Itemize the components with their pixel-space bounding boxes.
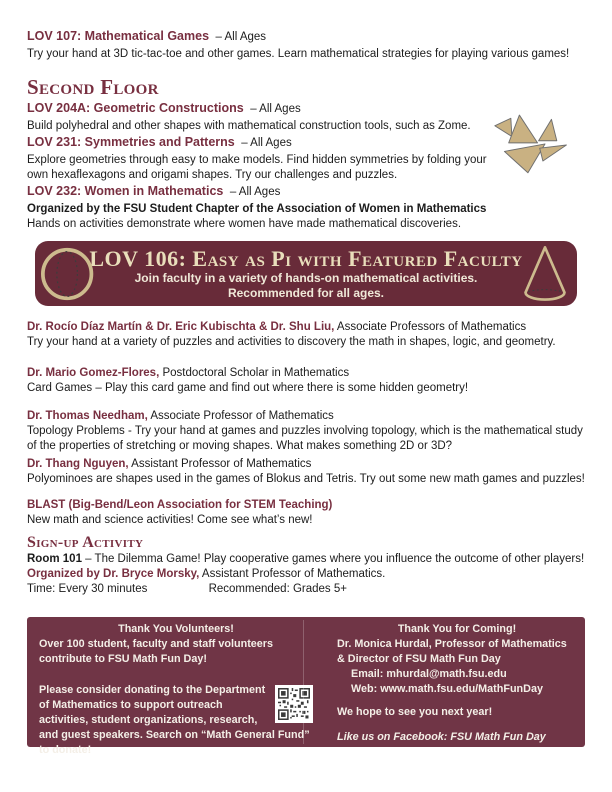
faculty-description: Try your hand at a variety of puzzles and activities to discovery the math in shapes, logic, and geometry. — [27, 336, 556, 348]
faculty-role: Associate Professors of Mathematics — [334, 321, 527, 333]
signup-time-line — [27, 582, 585, 597]
footer-donate-copy: Please consider donating to the Department of Mathematics to support outreach activities, student organizations, research, and guest speakers. Search on “Math General Fund” to donate! — [39, 684, 310, 756]
footer-column-divider — [303, 620, 304, 744]
faculty-role: Postdoctoral Scholar in Mathematics — [159, 367, 350, 379]
footer-director-role: & Director of FSU Math Fun Day — [337, 653, 501, 665]
footer-coming-column — [317, 617, 585, 747]
faculty-name: Dr. Mario Gomez-Flores, — [27, 367, 160, 379]
faculty-role: Associate Professor of Mathematics — [147, 410, 334, 422]
event-audience: – All Ages — [241, 137, 292, 149]
signup-heading: Sign-up Activity — [27, 534, 144, 551]
event-description: Explore geometries through easy to make models. Find hidden symmetries by folding your own hexaflexagons and origami shapes. Try our challenges and puzzles. — [27, 154, 487, 181]
banner-subtitle-2: Recommended for all ages. — [227, 286, 385, 300]
event-title-lov-232 — [27, 183, 585, 200]
event-title-text: LOV 232: Women in Mathematics — [27, 184, 224, 198]
signup-recommended: Recommended: Grades 5+ — [208, 583, 347, 595]
event-title-text: LOV 204A: Geometric Constructions — [27, 101, 244, 115]
second-floor-heading: Second Floor — [27, 75, 159, 99]
qr-code — [275, 685, 313, 723]
event-audience: – All Ages — [250, 103, 301, 115]
section-lov-107 — [27, 28, 585, 62]
footer-coming-title: Thank You for Coming! — [397, 623, 517, 635]
footer-web: Web: www.math.fsu.edu/MathFunDay — [351, 683, 543, 695]
faculty-block — [27, 409, 585, 454]
event-title-text: LOV 231: Symmetries and Patterns — [27, 135, 235, 149]
faculty-nameline — [27, 320, 585, 335]
cone-icon — [522, 244, 568, 307]
event-description: Build polyhedral and other shapes with mathematical construction tools, such as Zome. — [27, 120, 471, 132]
faculty-block-blast — [27, 498, 585, 528]
footer-director-name: Dr. Monica Hurdal, Professor of Mathematics — [337, 638, 567, 650]
event-description: Hands on activities demonstrate where women have made mathematical discoveries. — [27, 218, 462, 230]
faculty-block — [27, 366, 585, 396]
faculty-nameline — [27, 457, 585, 472]
banner-subtitle-1: Join faculty in a variety of hands-on mathematical activities. — [134, 271, 478, 285]
signup-room-text: – The Dilemma Game! Play cooperative games where you influence the outcome of other players! — [81, 553, 585, 565]
footer-facebook: Like us on Facebook: FSU Math Fun Day — [337, 731, 546, 743]
event-organizer: Organized by the FSU Student Chapter of the Association of Women in Mathematics — [27, 203, 487, 215]
footer-volunteers-title: Thank You Volunteers! — [118, 623, 234, 635]
signup-organizer-label: Organized by Dr. Bryce Morsky, — [27, 568, 200, 580]
featured-faculty-banner — [35, 241, 577, 306]
faculty-name: Dr. Thomas Needham, — [27, 410, 148, 422]
signup-time: Time: Every 30 minutes — [27, 583, 148, 595]
faculty-name: Dr. Rocío Díaz Martín & Dr. Eric Kubischta & Dr. Shu Liu, — [27, 321, 335, 333]
event-description: Try your hand at 3D tic-tac-toe and other games. Learn mathematical strategies for playing various games! — [27, 48, 570, 60]
faculty-nameline — [27, 498, 585, 513]
faculty-name: BLAST (Big-Bend/Leon Association for STEM Teaching) — [27, 499, 333, 511]
footer-email: Email: mhurdal@math.fsu.edu — [351, 668, 507, 680]
signup-organizer-text: Assistant Professor of Mathematics. — [199, 568, 386, 580]
event-title-text: LOV 107: Mathematical Games — [27, 29, 210, 43]
footer-see-you: We hope to see you next year! — [337, 706, 493, 718]
origami-crane-icon — [489, 114, 569, 176]
event-audience: – All Ages — [215, 31, 267, 43]
footer-volunteers-column — [27, 617, 317, 756]
event-title-lov-107 — [27, 28, 585, 45]
footer-volunteers-text: Over 100 student, faculty and staff volunteers contribute to FSU Math Fun Day! — [39, 638, 273, 665]
faculty-block — [27, 457, 585, 487]
section-lov-232 — [27, 183, 585, 232]
faculty-description: Topology Problems - Try your hand at games and puzzles involving topology, which is the mathematical study of the properties of stretching or moving shapes. What makes something 2D or 3D? — [27, 425, 583, 452]
faculty-role: Assistant Professor of Mathematics — [128, 458, 312, 470]
faculty-block — [27, 320, 585, 350]
faculty-description: Polyominoes are shapes used in the games of Blokus and Tetris. Try out some new math games and puzzles! — [27, 473, 585, 485]
faculty-nameline — [27, 409, 585, 424]
sphere-icon — [41, 244, 97, 309]
footer-donate-text — [39, 683, 313, 758]
faculty-description: New math and science activities! Come see what’s new! — [27, 514, 313, 526]
signup-room-label: Room 101 — [27, 553, 82, 565]
signup-room-line — [27, 552, 585, 567]
banner-title: LOV 106: Easy as Pi with Featured Faculty — [89, 246, 523, 271]
footer-panel — [27, 617, 585, 756]
event-audience: – All Ages — [229, 186, 281, 198]
faculty-description: Card Games – Play this card game and find out where there is some hidden geometry! — [27, 382, 469, 394]
signup-organizer-line — [27, 567, 585, 582]
faculty-name: Dr. Thang Nguyen, — [27, 458, 129, 470]
faculty-nameline — [27, 366, 585, 381]
